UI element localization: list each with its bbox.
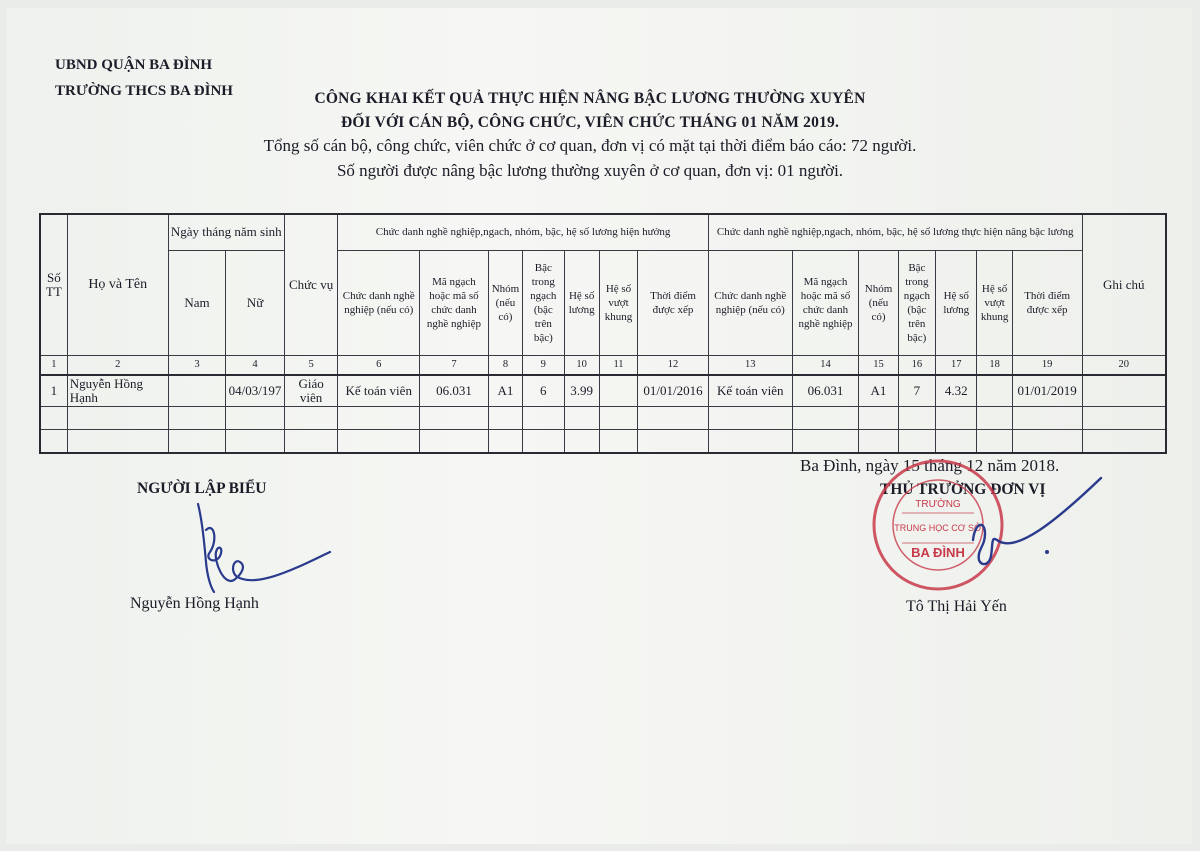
header-cur-group: Nhóm (nếu có) (488, 250, 522, 356)
stamp-line-2: TRUNG HỌC CƠ SỞ (894, 523, 982, 533)
column-number: 7 (420, 356, 489, 376)
header-cur-coef: Hệ số lương (564, 250, 599, 356)
column-number: 19 (1012, 356, 1082, 376)
cell-new-over (977, 375, 1012, 407)
cell-new-code: 06.031 (792, 375, 859, 407)
column-number-row (40, 356, 1166, 376)
stamp-line-1: TRƯỜNG (915, 499, 961, 510)
header-cur-grade: Bậc trong ngạch (bậc trên bậc) (523, 250, 564, 356)
cell-notes (1082, 375, 1166, 407)
empty-row (40, 430, 1166, 454)
cell-stt: 1 (40, 375, 67, 407)
column-number: 2 (67, 356, 168, 376)
header-new-code: Mã ngạch hoặc mã số chức danh nghề nghiệp (792, 250, 859, 356)
preparer-name: Nguyễn Hồng Hạnh (130, 595, 259, 612)
document-title-line-2: ĐỐI VỚI CÁN BỘ, CÔNG CHỨC, VIÊN CHỨC THÁNG 01 NĂM 2019. (340, 114, 840, 131)
column-number: 5 (284, 356, 338, 376)
org-line-1: UBND QUẬN BA ĐÌNH (55, 57, 213, 73)
cell-name: Nguyễn Hồng Hạnh (67, 375, 168, 407)
header-cur-title: Chức danh nghề nghiệp (nếu có) (338, 250, 420, 356)
salary-table (39, 213, 1167, 454)
column-number: 6 (338, 356, 420, 376)
summary-total-staff: Tổng số cán bộ, công chức, viên chức ở cơ quan, đơn vị có mặt tại thời điểm báo cáo: 72 người. (263, 136, 917, 155)
cell-new-group: A1 (859, 375, 898, 407)
cell-new-grade: 7 (898, 375, 935, 407)
header-group-current: Chức danh nghề nghiệp,ngach, nhóm, bậc, hệ số lương hiện hưởng (338, 214, 709, 250)
head-name: Tô Thị Hải Yến (906, 598, 1007, 615)
column-number: 18 (977, 356, 1012, 376)
column-number: 1 (40, 356, 67, 376)
header-new-time: Thời điểm được xếp (1012, 250, 1082, 356)
header-new-grade: Bậc trong ngạch (bậc trên bậc) (898, 250, 935, 356)
column-number: 8 (488, 356, 522, 376)
cell-cur-grade: 6 (523, 375, 564, 407)
column-number: 13 (708, 356, 792, 376)
header-new-coef: Hệ số lương (936, 250, 977, 356)
column-number: 9 (523, 356, 564, 376)
column-number: 17 (936, 356, 977, 376)
document-title-line-1: CÔNG KHAI KẾT QUẢ THỰC HIỆN NÂNG BẬC LƯƠNG THƯỜNG XUYÊN (314, 90, 866, 107)
header-cur-code: Mã ngạch hoặc mã số chức danh nghề nghiệp (420, 250, 489, 356)
cell-new-coef: 4.32 (936, 375, 977, 407)
summary-promoted-staff: Số người được nâng bậc lương thường xuyên ở cơ quan, đơn vị: 01 người. (336, 161, 844, 180)
signing-date: Ba Đình, ngày 15 tháng 12 năm 2018. (800, 456, 1060, 475)
header-new-title: Chức danh nghề nghiệp (nếu có) (708, 250, 792, 356)
header-group-new: Chức danh nghề nghiệp,ngach, nhóm, bậc, hệ số lương thực hiện nâng bậc lương (708, 214, 1082, 250)
header-cur-time: Thời điểm được xếp (638, 250, 709, 356)
header-new-over: Hệ số vượt khung (977, 250, 1012, 356)
cell-female: 04/03/197 (226, 375, 285, 407)
header-female: Nữ (226, 250, 285, 356)
column-number: 16 (898, 356, 935, 376)
cell-cur-code: 06.031 (420, 375, 489, 407)
header-name: Họ và Tên (67, 214, 168, 356)
header-stt: Số TT (40, 214, 67, 356)
cell-cur-title: Kế toán viên (338, 375, 420, 407)
head-title: THỦ TRƯỞNG ĐƠN VỊ (880, 481, 1046, 498)
org-line-2: TRƯỜNG THCS BA ĐÌNH (55, 83, 233, 99)
column-number: 10 (564, 356, 599, 376)
header-new-group: Nhóm (nếu có) (859, 250, 898, 356)
preparer-signature (180, 500, 340, 600)
header-dob: Ngày tháng năm sinh (168, 214, 284, 250)
header-cur-over: Hệ số vượt khung (599, 250, 637, 356)
cell-male (168, 375, 226, 407)
column-number: 3 (168, 356, 226, 376)
stamp-line-3: BA ĐÌNH (911, 545, 965, 560)
preparer-title: NGƯỜI LẬP BIỂU (137, 480, 267, 497)
cell-new-time: 01/01/2019 (1012, 375, 1082, 407)
empty-row (40, 407, 1166, 430)
cell-new-title: Kế toán viên (708, 375, 792, 407)
header-notes: Ghi chú (1082, 214, 1166, 356)
cell-cur-over (599, 375, 637, 407)
cell-position: Giáo viên (284, 375, 338, 407)
header-male: Nam (168, 250, 226, 356)
column-number: 15 (859, 356, 898, 376)
head-signature (955, 470, 1115, 580)
column-number: 11 (599, 356, 637, 376)
column-number: 4 (226, 356, 285, 376)
cell-cur-coef: 3.99 (564, 375, 599, 407)
cell-cur-group: A1 (488, 375, 522, 407)
column-number: 12 (638, 356, 709, 376)
cell-cur-time: 01/01/2016 (638, 375, 709, 407)
column-number: 14 (792, 356, 859, 376)
column-number: 20 (1082, 356, 1166, 376)
header-position: Chức vụ (284, 214, 338, 356)
table-row (40, 375, 1166, 407)
